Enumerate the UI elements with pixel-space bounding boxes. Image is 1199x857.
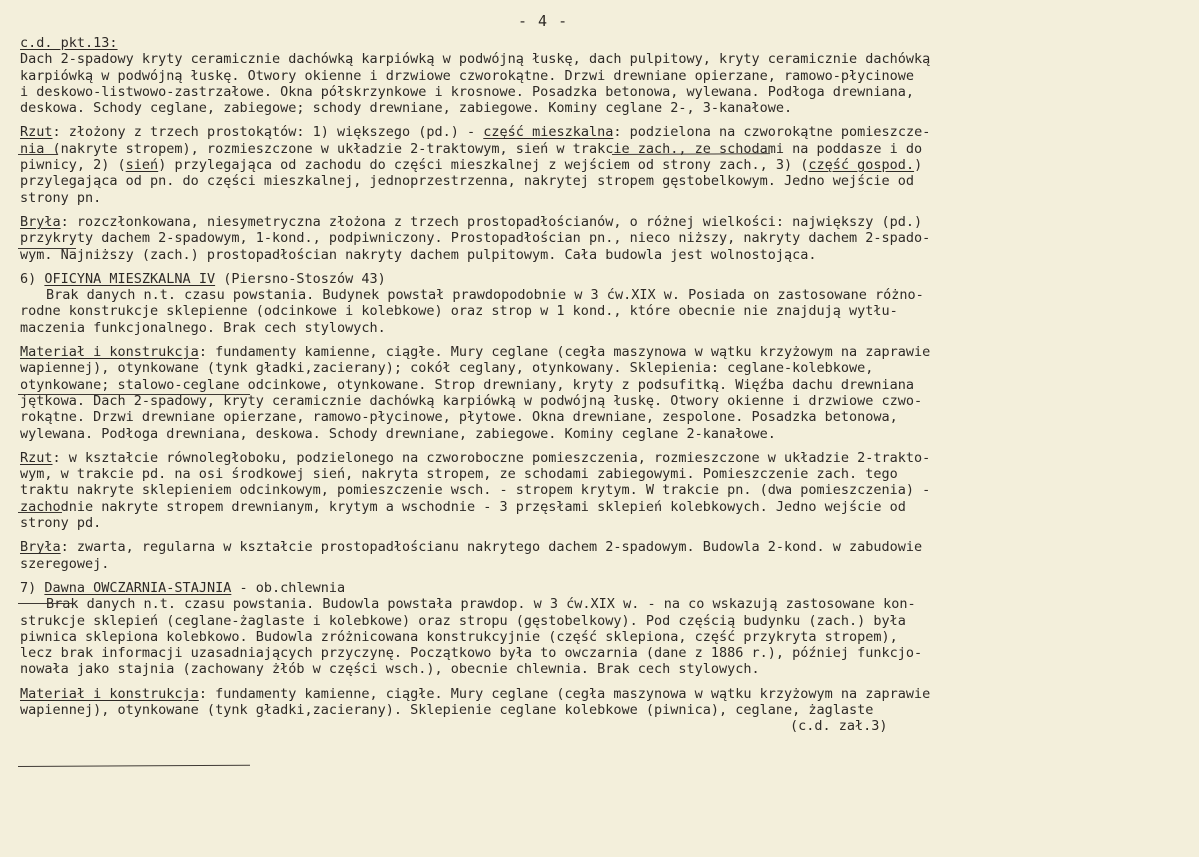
- continuation-label: c.d. pkt.13:: [20, 35, 118, 51]
- text-line: deskowa. Schody ceglane, zabiegowe; schody drewniane, zabiegowe. Kominy ceglane 2-, 3-kanałowe.: [20, 100, 793, 117]
- text-line: Rzut: złożony z trzech prostokątów: 1) większego (pd.) - część mieszkalna: podzielona na czworokątne pomieszcze-: [20, 124, 931, 141]
- text-line: wym, w trakcie pd. na osi środkowej sień, nakryta stropem, ze schodami zabiegowymi. Pomieszczenie zach. tego: [20, 466, 898, 483]
- section-label-bryla: Bryła: [20, 539, 61, 556]
- text-line: strukcje sklepień (ceglane-żaglaste i kolebkowe) oraz stropu (gęstobelkowy). Pod częścią budynku (zach.) była: [20, 612, 906, 629]
- text-line: jętkowa. Dach 2-spadowy, kryty ceramicznie dachówką karpiówką w podwójną łuskę. Otwory okienne i drzwiowe czwo-: [20, 392, 923, 409]
- text-line: Brak danych n.t. czasu powstania. Budynek powstał prawdopodobnie w 3 ćw.XIX w. Posiada on zastosowane różno-: [46, 287, 924, 304]
- pen-underline: [18, 154, 58, 155]
- document-body: [20, 35, 1190, 735]
- text-line: strony pd.: [20, 515, 102, 532]
- text-line: zachodnie nakryte stropem drewnianym, krytym a wschodnie - 3 przęsłami sklepień kolebkowych. Jedno wejście od: [20, 498, 906, 515]
- text-line: wylewana. Podłoga drewniana, deskowa. Schody drewniane, zabiegowe. Kominy ceglane 2-kanałowe.: [20, 425, 776, 442]
- text-line: wapiennej), otynkowane (tynk gładki,zacierany). Sklepienie ceglane kolebkowe (piwnica), ceglane, żaglaste: [20, 701, 874, 718]
- item-title-oficyna: OFICYNA MIESZKALNA IV: [44, 270, 216, 287]
- text-line: nowała jako stajnia (zachowany żłób w części wsch.), obecnie chlewnia. Brak cech stylowych.: [20, 661, 760, 678]
- section-label-material: Materiał i konstrukcja: [20, 344, 199, 361]
- text-line: rodne konstrukcje sklepienne (odcinkowe i kolebkowe) oraz strop w 1 kond., które obecnie nie znajdują wytłu-: [20, 303, 898, 320]
- section-label-rzut: Rzut: [20, 449, 53, 466]
- text-line: lecz brak informacji uzasadniających przyczynę. Początkowo była to owczarnia (dane z 1886 r.), później funkcjo-: [20, 645, 923, 662]
- section-label-material: Materiał i konstrukcja: [20, 685, 199, 702]
- text-line: wapiennej), otynkowane (tynk gładki,zacierany); cokół ceglany, otynkowany. Sklepienia: ceglane-kolebkowe,: [20, 360, 874, 377]
- text-line: piwnica sklepiona kolebkowo. Budowla zróżnicowana konstrukcyjnie (część sklepiona, część przykryta stropem),: [20, 628, 898, 645]
- item-heading-6: 6) OFICYNA MIESZKALNA IV (Piersno-Stoszów 43): [20, 270, 386, 287]
- continuation-note: (c.d. zał.3): [790, 718, 888, 735]
- text-line: Dach 2-spadowy kryty ceramicznie dachówką karpiówką w podwójną łuskę, dach pulpitowy, kryty ceramicznie dachówką: [20, 51, 931, 68]
- pen-underline: [18, 512, 62, 513]
- text-line: Materiał i konstrukcja: fundamenty kamienne, ciągłe. Mury ceglane (cegła maszynowa w wątku krzyżowym na zaprawie: [20, 685, 931, 702]
- text-line: szeregowej.: [20, 555, 110, 572]
- pen-underline: [18, 394, 250, 395]
- section-label-bryla: Bryła: [20, 213, 61, 230]
- text-line: piwnicy, 2) (sień) przylegająca od zachodu do części mieszkalnej z wejściem od strony zach., 3) (część gospod.): [20, 157, 923, 174]
- section-label-rzut: Rzut: [20, 124, 53, 141]
- text-line: nia (nakryte stropem), rozmieszczone w układzie 2-traktowym, sień w trakcie zach., ze schodami na poddasze i do: [20, 140, 923, 157]
- pen-underline: [18, 248, 76, 249]
- text-line: Bryła: rozczłonkowana, niesymetryczna złożona z trzech prostopadłościanów, o różnej wielkości: największy (pd.): [20, 213, 923, 230]
- text-line: Materiał i konstrukcja: fundamenty kamienne, ciągłe. Mury ceglane (cegła maszynowa w wątku krzyżowym na zaprawie: [20, 344, 931, 361]
- text-line: i deskowo-listwowo-zastrzałowe. Okna półskrzynkowe i krosnowe. Posadzka betonowa, wylewana. Podłoga drewniana,: [20, 83, 915, 100]
- text-line: wym. Najniższy (zach.) prostopadłościan nakryty dachem pulpitowym. Cała budowla jest wolnostojąca.: [20, 246, 817, 263]
- term-czesc-gospod: część gospod.: [808, 157, 915, 174]
- text-line: karpiówką w podwójną łuskę. Otwory okienne i drzwiowe czworokątne. Drzwi drewniane opierzane, ramowo-płycinowe: [20, 67, 915, 84]
- text-line: traktu nakryte sklepieniem odcinkowym, pomieszczenie wsch. - stropem krytym. W trakcie pn. (dwa pomieszczenia) -: [20, 482, 931, 499]
- item-title-owczarnia: Dawna OWCZARNIA-STAJNIA: [44, 579, 232, 596]
- term-czesc-mieszkalna: część mieszkalna: [483, 124, 614, 141]
- item-heading-7: 7) Dawna OWCZARNIA-STAJNIA - ob.chlewnia: [20, 579, 346, 596]
- text-line: maczenia funkcjonalnego. Brak cech stylowych.: [20, 319, 386, 336]
- text-line: rokątne. Drzwi drewniane opierzane, ramowo-płycinowe, płytowe. Okna drewniane, zespolone. Posadzka betonowa,: [20, 409, 898, 426]
- text-line: otynkowane; stalowo-ceglane odcinkowe, otynkowane. Strop drewniany, kryty z podsufitką. Więźba dachu drewniana: [20, 376, 915, 393]
- text-line: przykryty dachem 2-spadowym, 1-kond., podpiwniczony. Prostopadłościan pn., nieco niższy, nakryty dachem 2-spado-: [20, 230, 931, 247]
- text-line: strony pn.: [20, 189, 102, 206]
- text-line: Brak danych n.t. czasu powstania. Budowla powstała prawdop. w 3 ćw.XIX w. - na co wskazują zastosowane kon-: [46, 596, 916, 613]
- term-sien: sień: [125, 157, 159, 174]
- text-line: Bryła: zwarta, regularna w kształcie prostopadłościanu nakrytego dachem 2-spadowym. Budowla 2-kond. w zabudowie: [20, 539, 923, 556]
- pen-underline: [18, 765, 250, 767]
- text-line: Rzut: w kształcie równoległoboku, podzielonego na czworoboczne pomieszczenia, rozmieszczone w układzie 2-trakto-: [20, 449, 931, 466]
- text-line: przylegająca od pn. do części mieszkalnej, jednoprzestrzenna, nakrytej stropem gęstobelkowym. Jedno wejście od: [20, 173, 915, 190]
- pen-underline: [18, 603, 74, 604]
- continuation-heading: [20, 35, 1190, 51]
- page-number: - 4 -: [518, 12, 569, 30]
